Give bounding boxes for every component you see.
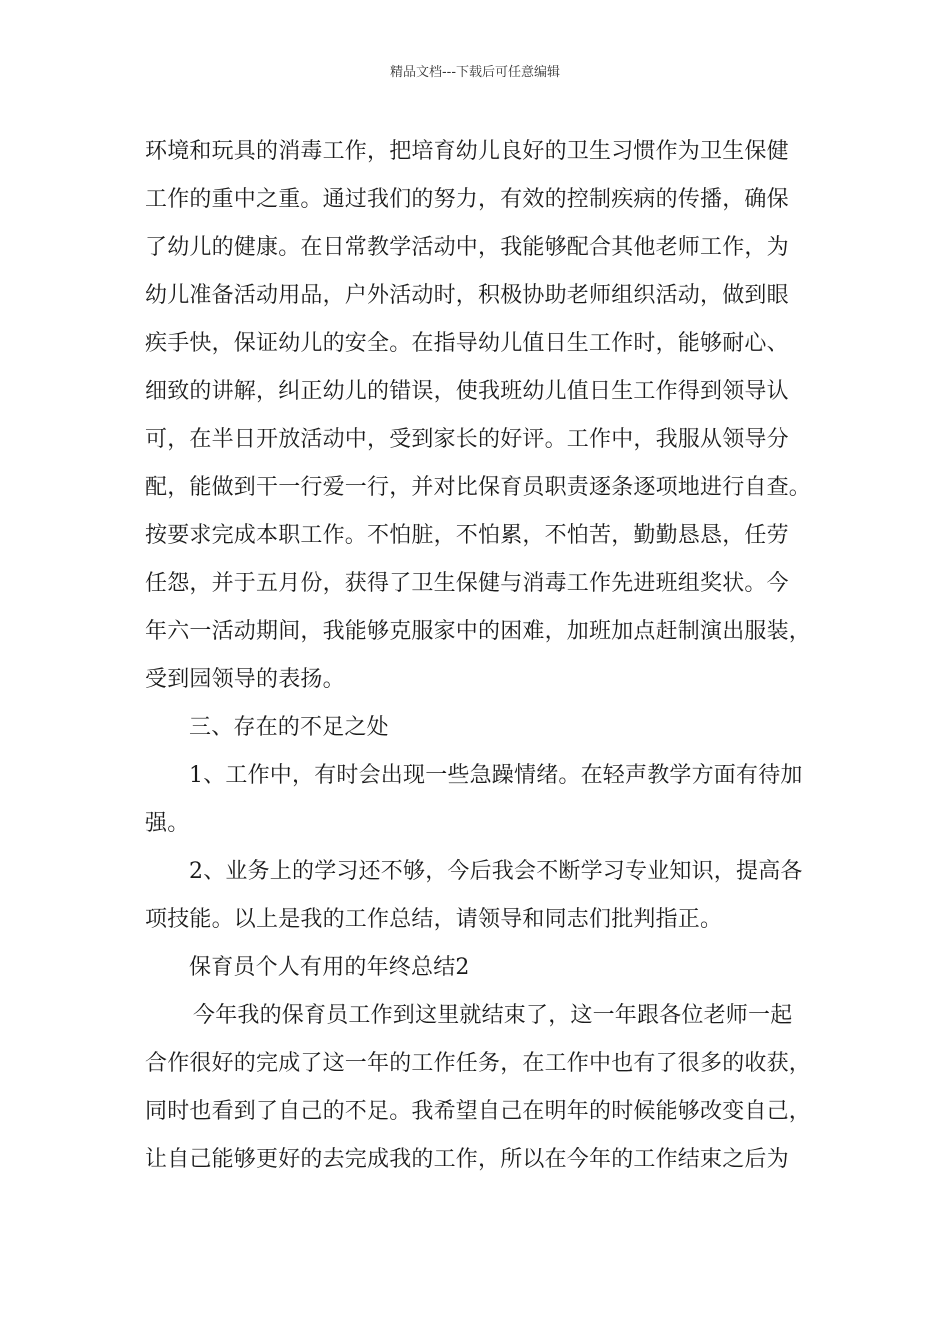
paragraph-line: 让自己能够更好的去完成我的工作，所以在今年的工作结束之后为 [145,1147,789,1172]
paragraph-line: 受到园领导的表扬。 [145,667,345,692]
page-header: 精品文档---下载后可任意编辑 [389,65,561,80]
paragraph-line: 年六一活动期间，我能够克服家中的困难，加班加点赶制演出服装， [145,619,812,644]
paragraph-line: 强。 [145,811,190,836]
paragraph-line: 今年我的保育员工作到这里就结束了，这一年跟各位老师一起 [193,1003,793,1028]
paragraph-line: 工作的重中之重。通过我们的努力，有效的控制疾病的传播，确保 [145,187,789,212]
section-heading: 三、存在的不足之处 [189,715,389,740]
paragraph-line: 任怨，并于五月份，获得了卫生保健与消毒工作先进班组奖状。今 [145,571,789,596]
paragraph-line: 细致的讲解，纠正幼儿的错误，使我班幼儿值日生工作得到领导认 [145,379,789,404]
paragraph-line: 配，能做到干一行爱一行，并对比保育员职责逐条逐项地进行自查。 [145,475,812,500]
paragraph-line: 疾手快，保证幼儿的安全。在指导幼儿值日生工作时，能够耐心、 [145,331,789,356]
list-item: 2、业务上的学习还不够，今后我会不断学习专业知识，提高各 [189,859,803,884]
paragraph-line: 按要求完成本职工作。不怕脏，不怕累，不怕苦，勤勤恳恳，任劳 [145,523,789,548]
paragraph-line: 项技能。以上是我的工作总结，请领导和同志们批判指正。 [145,907,723,932]
paragraph-line: 合作很好的完成了这一年的工作任务，在工作中也有了很多的收获， [145,1051,812,1076]
paragraph-line: 环境和玩具的消毒工作，把培育幼儿良好的卫生习惯作为卫生保健 [145,139,789,164]
paragraph-line: 同时也看到了自己的不足。我希望自己在明年的时候能够改变自己， [145,1099,812,1124]
paragraph-line: 了幼儿的健康。在日常教学活动中，我能够配合其他老师工作，为 [145,235,789,260]
paragraph-line: 幼儿准备活动用品，户外活动时，积极协助老师组织活动，做到眼 [145,283,789,308]
paragraph-line: 可，在半日开放活动中，受到家长的好评。工作中，我服从领导分 [145,427,789,452]
subsection-title: 保育员个人有用的年终总结2 [189,955,470,980]
document-body [145,128,820,1184]
list-item: 1、工作中，有时会出现一些急躁情绪。在轻声教学方面有待加 [189,763,803,788]
